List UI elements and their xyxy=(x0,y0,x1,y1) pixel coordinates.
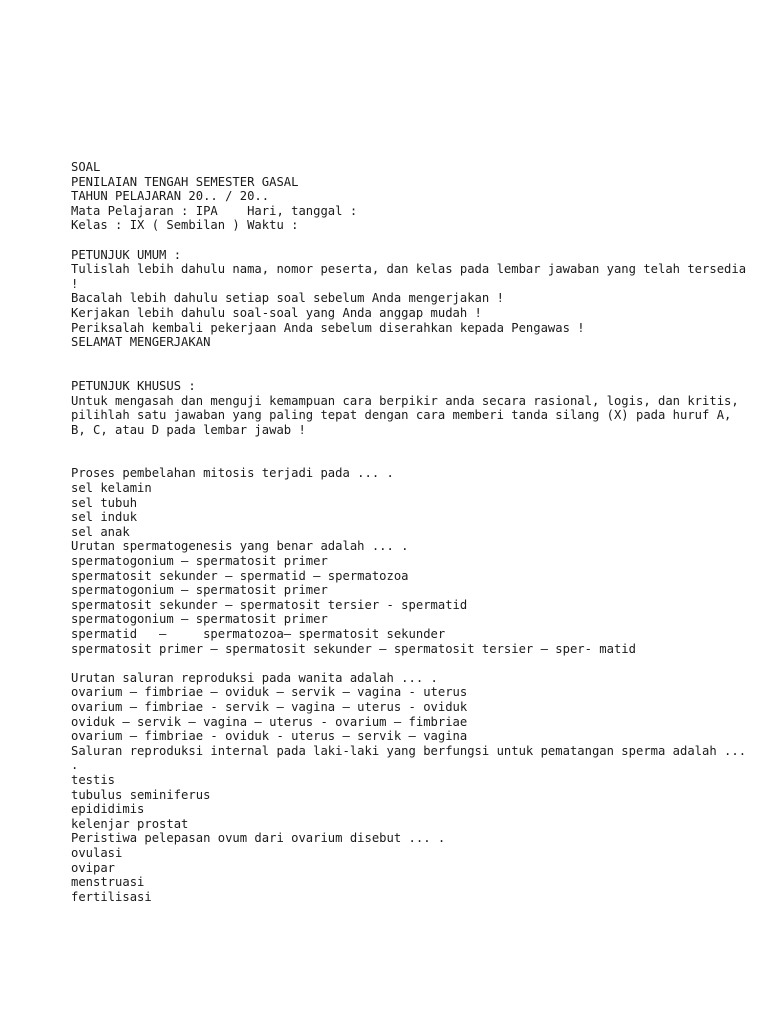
exam-document xyxy=(71,160,754,904)
closing-greeting: SELAMAT MENGERJAKAN xyxy=(71,335,211,350)
answer-option: fertilisasi xyxy=(71,889,152,904)
general-instruction-item: Periksalah kembali pekerjaan Anda sebelum diserahkan kepada Pengawas ! xyxy=(71,320,585,335)
general-instruction-item: Tulislah lebih dahulu nama, nomor peserta, dan kelas pada lembar jawaban yang telah tersedia ! xyxy=(71,262,754,291)
answer-option: ovarium – fimbriae – oviduk – servik – vagina - uterus xyxy=(71,685,468,700)
exam-title: PENILAIAN TENGAH SEMESTER GASAL xyxy=(71,174,299,189)
academic-year: TAHUN PELAJARAN 20.. / 20.. xyxy=(71,189,270,204)
document-header xyxy=(71,160,751,233)
answer-option: ovarium – fimbriae - servik – vagina – uterus - oviduk xyxy=(71,699,468,714)
answer-option: spermatosit sekunder – spermatid – spermatozoa xyxy=(71,568,409,583)
specific-instructions-heading: PETUNJUK KHUSUS : xyxy=(71,378,196,393)
soal-label: SOAL xyxy=(71,160,101,174)
class-line: Kelas : IX ( Sembilan ) Waktu : xyxy=(71,218,299,233)
question-text: Saluran reproduksi internal pada laki-laki yang berfungsi untuk pematangan sperma adalah ... . xyxy=(71,743,754,773)
answer-option: sel kelamin xyxy=(71,481,152,496)
question-item xyxy=(71,539,751,656)
answer-option: oviduk – servik – vagina – uterus - ovarium – fimbriae xyxy=(71,714,468,729)
specific-instructions xyxy=(71,379,751,437)
general-instructions xyxy=(71,247,754,350)
answer-option: epididimis xyxy=(71,802,145,817)
general-instructions-heading: PETUNJUK UMUM : xyxy=(71,247,182,262)
answer-option: testis xyxy=(71,772,116,787)
answer-option: spermatid – spermatozoa– spermatosit sekunder xyxy=(71,627,446,641)
question-item xyxy=(71,466,751,539)
answer-option: spermatosit sekunder – spermatosit tersier - spermatid xyxy=(71,597,468,612)
answer-option: sel anak xyxy=(71,524,130,539)
answer-option: spermatosit primer – spermatosit sekunder – spermatosit tersier – sper- matid xyxy=(71,641,636,656)
question-item xyxy=(71,831,751,904)
answer-option: tubulus seminiferus xyxy=(71,787,211,802)
question-text: Urutan saluran reproduksi pada wanita adalah ... . xyxy=(71,670,438,685)
answer-option: spermatogonium – spermatosit primer xyxy=(71,583,328,598)
question-text: Urutan spermatogenesis yang benar adalah ... . xyxy=(71,539,409,554)
question-text: Proses pembelahan mitosis terjadi pada ... . xyxy=(71,466,394,481)
answer-option: ovulasi xyxy=(71,845,123,860)
specific-instructions-text: Untuk mengasah dan menguji kemampuan cara berpikir anda secara rasional, logis, dan kritis, pilihlah satu jawaban yang paling tepat dengan cara memberi tanda silang (X) pada huruf A, B, C, atau D pada lembar jawab ! xyxy=(71,393,747,437)
answer-option: spermatogonium – spermatosit primer xyxy=(71,554,328,569)
question-list xyxy=(71,466,754,904)
question-item xyxy=(71,743,754,832)
question-text: Peristiwa pelepasan ovum dari ovarium disebut ... . xyxy=(71,831,446,846)
answer-option: sel tubuh xyxy=(71,495,138,510)
subject-line: Mata Pelajaran : IPA Hari, tanggal : xyxy=(71,203,358,218)
answer-option: kelenjar prostat xyxy=(71,816,189,831)
answer-option: menstruasi xyxy=(71,875,145,890)
question-item xyxy=(71,671,751,744)
answer-option: ovarium – fimbriae - oviduk - uterus – servik – vagina xyxy=(71,729,468,744)
answer-option: ovipar xyxy=(71,860,116,875)
general-instruction-item: Bacalah lebih dahulu setiap soal sebelum Anda mengerjakan ! xyxy=(71,291,504,306)
answer-option: spermatogonium – spermatosit primer xyxy=(71,612,328,627)
answer-option: sel induk xyxy=(71,510,138,525)
general-instruction-item: Kerjakan lebih dahulu soal-soal yang Anda anggap mudah ! xyxy=(71,305,482,320)
